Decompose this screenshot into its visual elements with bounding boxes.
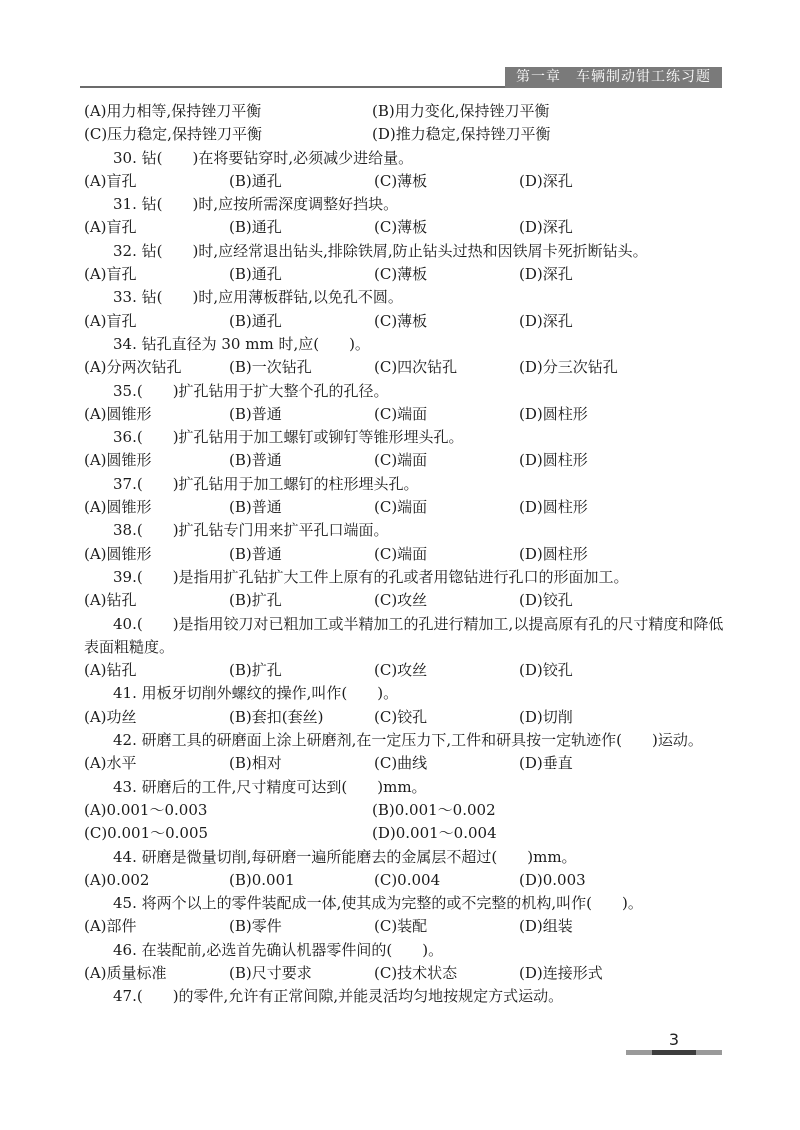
chapter-title: 第一章 车辆制动钳工练习题: [505, 67, 722, 88]
option: (A)功丝: [84, 707, 137, 726]
option-row: [84, 915, 724, 938]
question-list: [84, 100, 724, 1009]
option: (A)质量标准: [84, 963, 167, 982]
option-row: [84, 799, 724, 822]
option: (C)薄板: [374, 311, 428, 330]
page-number: 3: [668, 1030, 680, 1049]
question-text: 34. 钻孔直径为 30 mm 时,应( )。: [113, 334, 370, 353]
option: (A)圆锥形: [84, 498, 152, 517]
option: (D)圆柱形: [519, 404, 588, 423]
option-row: [84, 403, 724, 426]
option: (A)用力相等,保持锉刀平衡: [84, 102, 262, 120]
option: (D)铰孔: [519, 661, 573, 680]
question-text: 47.( )的零件,允许有正常间隙,并能灵活均匀地按规定方式运动。: [113, 987, 564, 1006]
question-text: 42. 研磨工具的研磨面上涂上研磨剂,在一定压力下,工件和研具按一定轨迹作( )运动。: [113, 731, 703, 750]
question-text: 38.( )扩孔钻专门用来扩平孔口端面。: [113, 521, 389, 540]
option-row: [84, 752, 724, 775]
option: (B)0.001: [229, 870, 295, 889]
option: (C)0.004: [374, 870, 441, 889]
option: (A)钻孔: [84, 591, 137, 610]
option: (A)0.001～0.003: [84, 800, 208, 819]
option-row: [84, 659, 724, 682]
question-text: 31. 钻( )时,应按所需深度调整好挡块。: [113, 195, 399, 214]
option: (C)技术状态: [374, 963, 458, 982]
option: (C)端面: [374, 544, 428, 563]
option: (B)普通: [229, 498, 282, 517]
option: (C)端面: [374, 498, 428, 517]
option: (D)推力稳定,保持锉刀平衡: [372, 125, 551, 144]
option: (B)扩孔: [229, 591, 282, 610]
option: (A)水平: [84, 754, 137, 773]
option: (B)相对: [229, 754, 282, 773]
option: (D)圆柱形: [519, 498, 588, 517]
option: (B)扩孔: [229, 661, 282, 680]
question-text: 35.( )扩孔钻用于扩大整个孔的孔径。: [113, 381, 389, 400]
option-row: [84, 310, 724, 333]
option: (B)一次钻孔: [229, 358, 312, 377]
option: (A)0.002: [84, 870, 150, 889]
option: (D)深孔: [519, 265, 573, 284]
question-text: 37.( )扩孔钻用于加工螺钉的柱形埋头孔。: [113, 474, 419, 493]
option: (B)套扣(套丝): [229, 707, 324, 726]
option-row: [84, 496, 724, 519]
option: (D)垂直: [519, 754, 573, 773]
option: (B)用力变化,保持锉刀平衡: [372, 102, 550, 120]
option-row: [84, 869, 724, 892]
option-row: [84, 123, 724, 146]
question-text: 32. 钻( )时,应经常退出钻头,排除铁屑,防止钻头过热和因铁屑卡死折断钻头。: [113, 241, 648, 260]
option: (A)盲孔: [84, 265, 137, 284]
question-text: 45. 将两个以上的零件装配成一体,使其成为完整的或不完整的机构,叫作( )。: [113, 894, 643, 913]
option: (A)盲孔: [84, 218, 137, 237]
option-row: [84, 589, 724, 612]
option: (B)0.001～0.002: [372, 800, 496, 819]
option-row: [84, 822, 724, 845]
option: (A)盲孔: [84, 311, 137, 330]
option-row: [84, 962, 724, 985]
question-text: 30. 钻( )在将要钻穿时,必须减少进给量。: [113, 148, 414, 167]
option: (D)圆柱形: [519, 544, 588, 563]
option-row: [84, 170, 724, 193]
option-row: [84, 263, 724, 286]
option: (B)普通: [229, 404, 282, 423]
option-row: [84, 449, 724, 472]
option: (D)组装: [519, 917, 573, 936]
option: (B)普通: [229, 451, 282, 470]
option: (C)压力稳定,保持锉刀平衡: [84, 125, 262, 144]
option: (B)普通: [229, 544, 282, 563]
option: (C)端面: [374, 451, 428, 470]
option: (A)钻孔: [84, 661, 137, 680]
option: (C)攻丝: [374, 661, 428, 680]
option: (C)薄板: [374, 218, 428, 237]
option: (D)切削: [519, 707, 573, 726]
question-text: 44. 研磨是微量切削,每研磨一遍所能磨去的金属层不超过( )mm。: [113, 847, 577, 866]
option: (C)薄板: [374, 265, 428, 284]
option: (C)薄板: [374, 171, 428, 190]
option: (C)0.001～0.005: [84, 824, 209, 843]
option-row: [84, 356, 724, 379]
option-row: [84, 216, 724, 239]
option: (B)通孔: [229, 171, 282, 190]
option: (A)盲孔: [84, 171, 137, 190]
option-row: [84, 543, 724, 566]
option: (A)圆锥形: [84, 404, 152, 423]
question-text: 36.( )扩孔钻用于加工螺钉或铆钉等锥形埋头孔。: [113, 428, 464, 447]
question-text: 43. 研磨后的工件,尺寸精度可达到( )mm。: [113, 777, 427, 796]
footer-bar: [626, 1050, 722, 1055]
option: (C)攻丝: [374, 591, 428, 610]
question-text: 40.( )是指用铰刀对已粗加工或半精加工的孔进行精加工,以提高原有孔的尺寸精度和降低表面粗糙度。: [84, 614, 724, 656]
option: (B)通孔: [229, 265, 282, 284]
option: (D)深孔: [519, 171, 573, 190]
option: (D)0.001～0.004: [372, 824, 497, 843]
question-text: 46. 在装配前,必选首先确认机器零件间的( )。: [113, 940, 444, 959]
option: (D)深孔: [519, 218, 573, 237]
option: (C)四次钻孔: [374, 358, 458, 377]
option: (D)铰孔: [519, 591, 573, 610]
option: (B)通孔: [229, 218, 282, 237]
question-text: 39.( )是指用扩孔钻扩大工件上原有的孔或者用锪钻进行孔口的形面加工。: [113, 567, 629, 586]
option: (B)通孔: [229, 311, 282, 330]
option: (A)部件: [84, 917, 137, 936]
option: (C)铰孔: [374, 707, 428, 726]
option-row: [84, 706, 724, 729]
question-text: 33. 钻( )时,应用薄板群钻,以免孔不圆。: [113, 288, 403, 307]
option: (D)圆柱形: [519, 451, 588, 470]
option: (D)连接形式: [519, 963, 603, 982]
option: (A)分两次钻孔: [84, 358, 182, 377]
option: (A)圆锥形: [84, 451, 152, 470]
option: (D)0.003: [519, 870, 586, 889]
option: (D)分三次钻孔: [519, 358, 618, 377]
option: (C)端面: [374, 404, 428, 423]
option: (C)装配: [374, 917, 428, 936]
option-row: [84, 100, 724, 123]
option: (D)深孔: [519, 311, 573, 330]
question-text: 41. 用板牙切削外螺纹的操作,叫作( )。: [113, 684, 399, 703]
option: (C)曲线: [374, 754, 428, 773]
option: (B)尺寸要求: [229, 963, 312, 982]
option: (B)零件: [229, 917, 282, 936]
option: (A)圆锥形: [84, 544, 152, 563]
